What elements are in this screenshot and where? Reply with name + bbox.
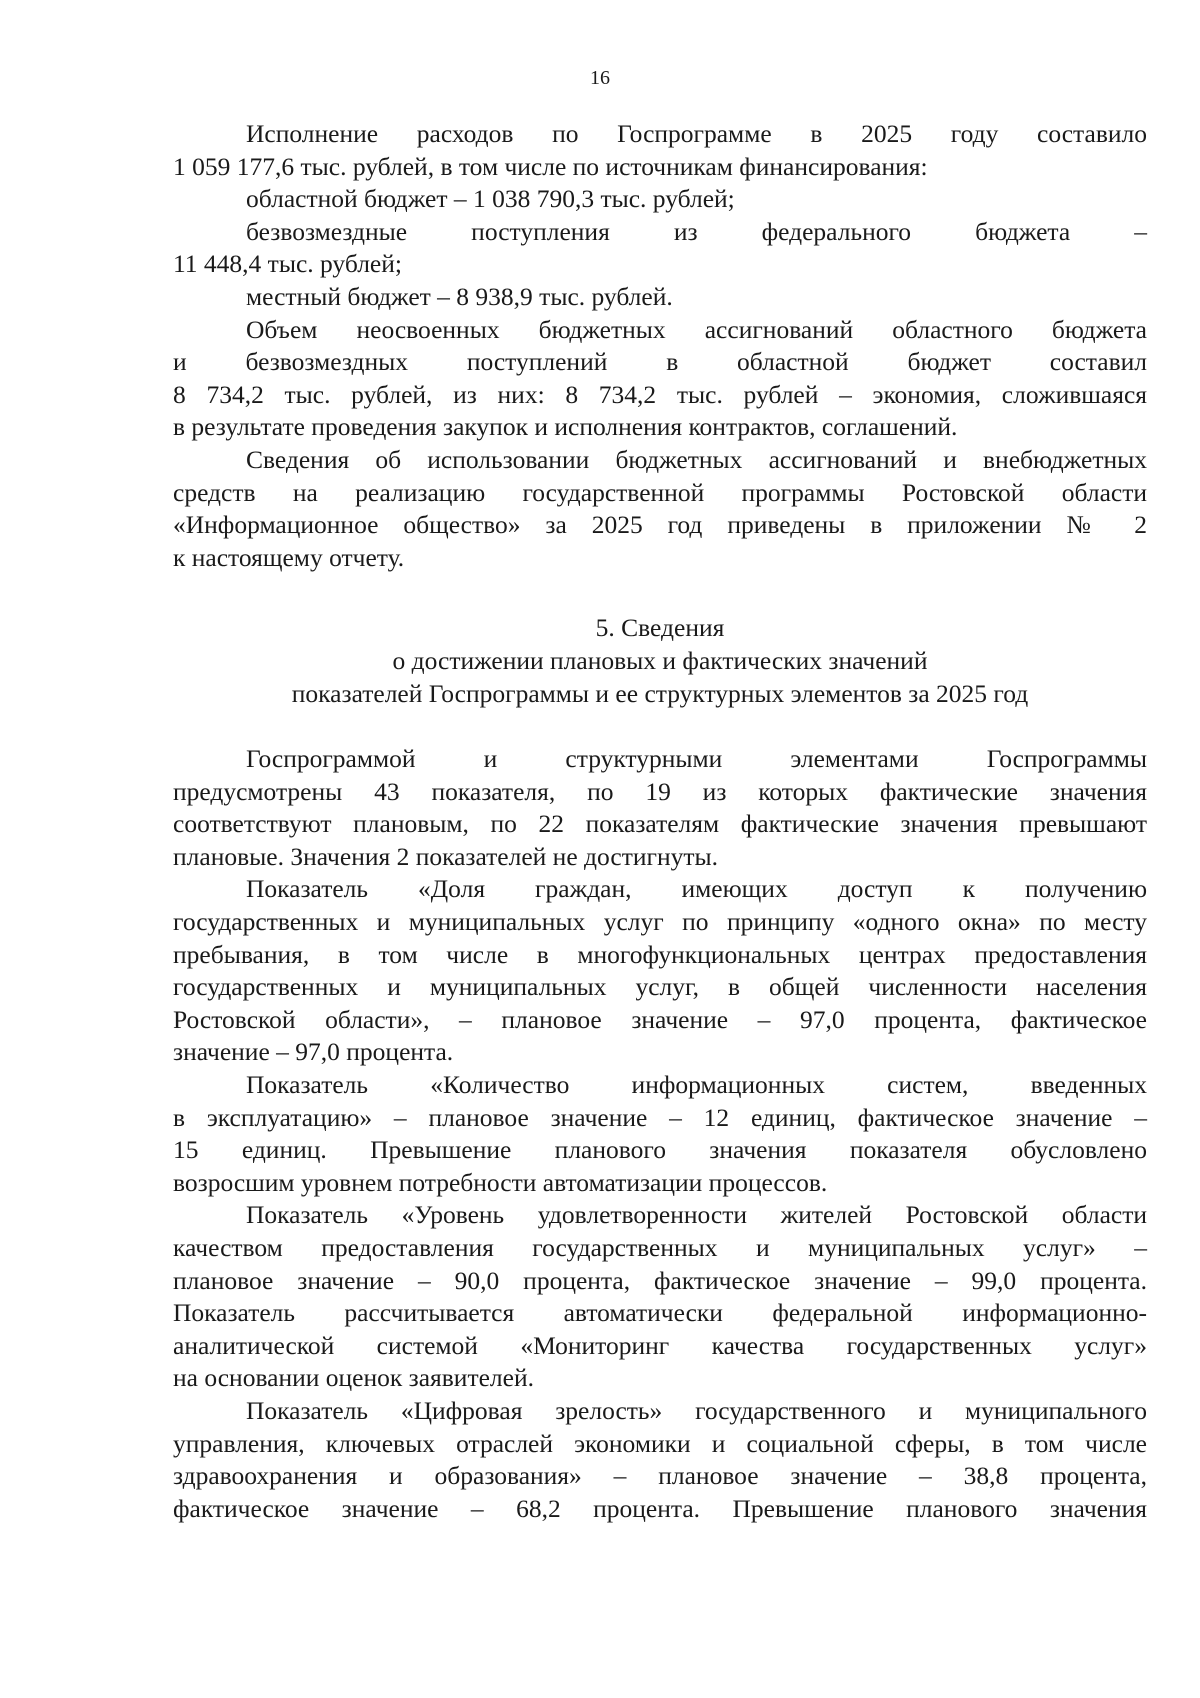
- text-line: пребывания, в том числе в многофункциональных центрах предоставления: [173, 939, 1147, 969]
- paragraph-indicator-information-systems: [173, 1069, 1147, 1199]
- text-line: Показатель «Количество информационных систем, введенных: [246, 1070, 1147, 1100]
- text-line: Показатель «Уровень удовлетворенности жителей Ростовской области: [246, 1200, 1147, 1230]
- paragraph-indicator-satisfaction: [173, 1199, 1147, 1395]
- paragraph-expenditure: [173, 118, 1147, 183]
- section-heading-line: о достижении плановых и фактических значений: [392, 645, 928, 675]
- paragraph-appendix-reference: [173, 444, 1147, 574]
- text-line: Показатель «Доля граждан, имеющих доступ к получению: [246, 874, 1147, 904]
- text-line: качеством предоставления государственных и муниципальных услуг» –: [173, 1233, 1147, 1262]
- page-number: 16: [590, 67, 610, 89]
- section-heading: [173, 612, 1147, 710]
- text-line: 8 734,2 тыс. рублей, из них: 8 734,2 тыс. рублей – экономия, сложившаяся: [173, 379, 1147, 409]
- text-line: Объем неосвоенных бюджетных ассигнований областного бюджета: [246, 314, 1147, 344]
- text-line: соответствуют плановым, по 22 показателям фактические значения превышают: [173, 809, 1147, 839]
- text-line: 15 единиц. Превышение планового значения показателя обусловлено: [173, 1135, 1147, 1165]
- text-line: государственных и муниципальных услуг по принципу «одного окна» по месту: [173, 907, 1147, 937]
- paragraph-regional-budget: [173, 183, 1147, 216]
- paragraph-unspent-allocations: [173, 314, 1147, 444]
- section-heading-line: 5. Сведения: [595, 613, 725, 643]
- paragraph-indicator-one-window: [173, 873, 1147, 1069]
- text-line: Госпрограммой и структурными элементами Госпрограммы: [246, 744, 1147, 774]
- text-line: 1 059 177,6 тыс. рублей, в том числе по источникам финансирования:: [173, 151, 928, 181]
- text-line: государственных и муниципальных услуг, в общей численности населения: [173, 972, 1147, 1002]
- paragraph-federal-receipts: [173, 216, 1147, 281]
- paragraph-indicators-summary: [173, 743, 1147, 873]
- document-body: [173, 118, 1147, 1525]
- text-line: Сведения об использовании бюджетных ассигнований и внебюджетных: [246, 444, 1147, 474]
- text-line: управления, ключевых отраслей экономики и социальной сферы, в том числе: [173, 1428, 1147, 1458]
- text-line: плановое значение – 90,0 процента, фактическое значение – 99,0 процента.: [173, 1265, 1147, 1295]
- text-line: в эксплуатацию» – плановое значение – 12 единиц, фактическое значение –: [173, 1102, 1147, 1132]
- paragraph-indicator-digital-maturity: [173, 1395, 1147, 1525]
- text-line: фактическое значение – 68,2 процента. Превышение планового значения: [173, 1493, 1147, 1523]
- text-line: к настоящему отчету.: [173, 542, 405, 572]
- text-line: безвозмездные поступления из федерального бюджета –: [246, 216, 1147, 246]
- text-line: Показатель рассчитывается автоматически федеральной информационно-: [173, 1298, 1147, 1328]
- paragraph-local-budget: [173, 281, 1147, 314]
- text-line: возросшим уровнем потребности автоматизации процессов.: [173, 1167, 828, 1197]
- text-line: здравоохранения и образования» – плановое значение – 38,8 процента,: [173, 1461, 1147, 1491]
- text-line: значение – 97,0 процента.: [173, 1037, 454, 1067]
- text-line: плановые. Значения 2 показателей не достигнуты.: [173, 841, 719, 871]
- text-line: «Информационное общество» за 2025 год приведены в приложении № 2: [173, 510, 1147, 540]
- text-line: на основании оценок заявителей.: [173, 1363, 534, 1393]
- text-line: Ростовской области», – плановое значение – 97,0 процента, фактическое: [173, 1004, 1147, 1034]
- text-line: аналитической системой «Мониторинг качества государственных услуг»: [173, 1330, 1147, 1360]
- text-line: Показатель «Цифровая зрелость» государственного и муниципального: [246, 1395, 1147, 1425]
- text-line: средств на реализацию государственной программы Ростовской области: [173, 477, 1147, 507]
- text-line: в результате проведения закупок и исполнения контрактов, соглашений.: [173, 412, 958, 442]
- section-heading-line: показателей Госпрограммы и ее структурных элементов за 2025 год: [291, 678, 1029, 708]
- text-line: областной бюджет – 1 038 790,3 тыс. рублей;: [246, 184, 735, 214]
- text-line: Исполнение расходов по Госпрограмме в 2025 году составило: [246, 119, 1147, 148]
- text-line: 11 448,4 тыс. рублей;: [173, 249, 402, 279]
- text-line: предусмотрены 43 показателя, по 19 из которых фактические значения: [173, 776, 1147, 806]
- text-line: и безвозмездных поступлений в областной бюджет составил: [173, 347, 1147, 377]
- text-line: местный бюджет – 8 938,9 тыс. рублей.: [246, 281, 673, 311]
